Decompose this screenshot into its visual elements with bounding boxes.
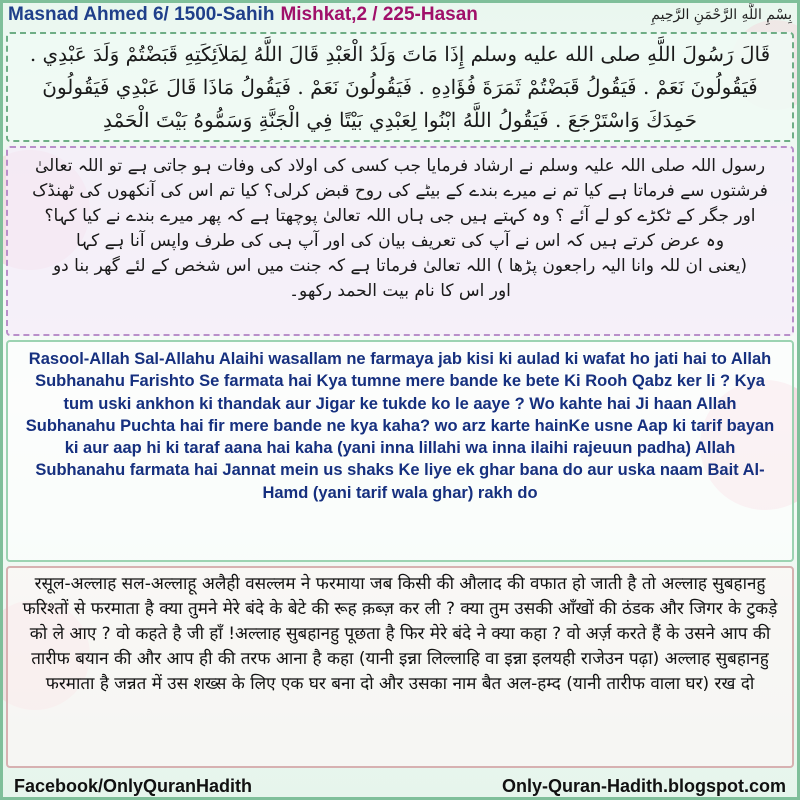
- urdu-line: (یعنی ان للہ وانا الیہ راجعون پڑھا ) اللہ تعالیٰ فرماتا ہے کہ جنت میں اس شخص کے لئے گھر بنا دو: [52, 256, 748, 276]
- urdu-section: [6, 146, 794, 336]
- hindi-text: रसूल-अल्लाह सल-अल्लाहू अलैही वसल्लम ने फरमाया जब किसी की औलाद की वफात हो जाती है तो अल्लाह सुबहानहु फरिश्तों से फरमाता है क्या तुमने मेरे बंदे के बेटे की रूह क़ब्ज़ कर ली ? क्या तुम उसकी आँखों की ठंडक और जिगर के टुकड़े को ले आए ? वो कहते है जी हाँ !अल्लाह सुबहानहु पूछता है फिर मेरे बंदे ने क्या कहा ? वो अर्ज़ करते हैं के उसने आप की तारीफ बयान की और आप ही की तरफ आना है कहा (यानी इन्ना लिल्लाहि वा इन्ना इलयही राजेउन पढ़ा) अल्लाह सुबहानहु फरमाता है जन्नत में उस शख्स के लिए एक घर बना दो और उसका नाम बैत अल-हम्द (यानी तारीफ वाला घर) रख दो: [22, 574, 778, 694]
- header-bar: [0, 0, 800, 30]
- reference-masnad: Masnad Ahmed 6/ 1500-Sahih: [8, 4, 275, 25]
- footer-bar: [0, 772, 800, 800]
- urdu-line: فرشتوں سے فرماتا ہے کیا تم نے میرے بندے کے بیٹے کی روح قبض کرلی؟ کیا تم اس کی آنکھوں کی ٹھنڈک: [32, 181, 768, 201]
- reference-mishkat: Mishkat,2 / 225-Hasan: [280, 4, 478, 25]
- urdu-line: اور اس کا نام بیت الحمد رکھو۔: [289, 281, 511, 301]
- roman-urdu-text: Rasool-Allah Sal-Allahu Alaihi wasallam ne farmaya jab kisi ki aulad ki wafat ho jati hai to Allah Subhanahu Farishto Se farmata hai Kya tumne mere bande ke bete Ki Rooh Qabz ker li ? Kya tum uski ankhon ki thandak aur Jigar ke tukde ko le aaye ? Wo kahte hai Ji haan Allah Subhanahu Puchta hai fir mere bande ne kya kaha? wo arz karte hainKe usne Aap ki tarif bayan ki aur aap hi ki taraf aana hai kaha (yani inna lillahi wa inna ilaihi rajeuun padha) Allah Subhanahu farmata hai Jannat mein us shaks Ke liye ek ghar bana do aur uska naam Bait Al-Hamd (yani tarif wala ghar) rakh do: [25, 350, 775, 502]
- roman-urdu-section: [6, 340, 794, 562]
- urdu-line: وہ عرض کرتے ہیں کہ اس نے آپ کی تعریف بیان کی اور آپ ہی کی طرف واپس آنا ہے کہا: [75, 231, 725, 251]
- blog-link[interactable]: Only-Quran-Hadith.blogspot.com: [502, 775, 786, 796]
- arabic-section: [6, 32, 794, 142]
- urdu-line: اور جگر کے ٹکڑے کو لے آئے ؟ وہ کہتے ہیں جی ہاں اللہ تعالیٰ پوچھتا ہے کہ پھر میرے بندے نے کیا کہا؟: [44, 206, 756, 226]
- facebook-link[interactable]: Facebook/OnlyQuranHadith: [14, 775, 253, 796]
- arabic-hadith-text: قَالَ رَسُولَ اللَّهِ صلى الله عليه وسلم إِذَا مَاتَ وَلَدُ الْعَبْدِ قَالَ اللَّهُ لِمَلاَئِكَتِهِ قَبَضْتُمْ وَلَدَ عَبْدِي . فَيَقُولُونَ نَعَمْ . فَيَقُولُ قَبَضْتُمْ ثَمَرَةَ فُؤَادِهِ . فَيَقُولُونَ نَعَمْ . فَيَقُولُ مَاذَا قَالَ عَبْدِي فَيَقُولُونَ حَمِدَكَ وَاسْتَرْجَعَ . فَيَقُولُ اللَّهُ ابْنُوا لِعَبْدِي بَيْتًا فِي الْجَنَّةِ وَسَمُّوهُ بَيْتَ الْحَمْدِ: [29, 42, 771, 132]
- urdu-line: رسول اللہ صلی اللہ علیہ وسلم نے ارشاد فرمایا جب کسی کی اولاد کی وفات ہو جاتی ہے تو اللہ تعالیٰ: [34, 156, 766, 176]
- hindi-section: [6, 566, 794, 768]
- bismillah-calligraphy: بِسْمِ اللَّهِ الرَّحْمَنِ الرَّحِيمِ: [651, 7, 792, 23]
